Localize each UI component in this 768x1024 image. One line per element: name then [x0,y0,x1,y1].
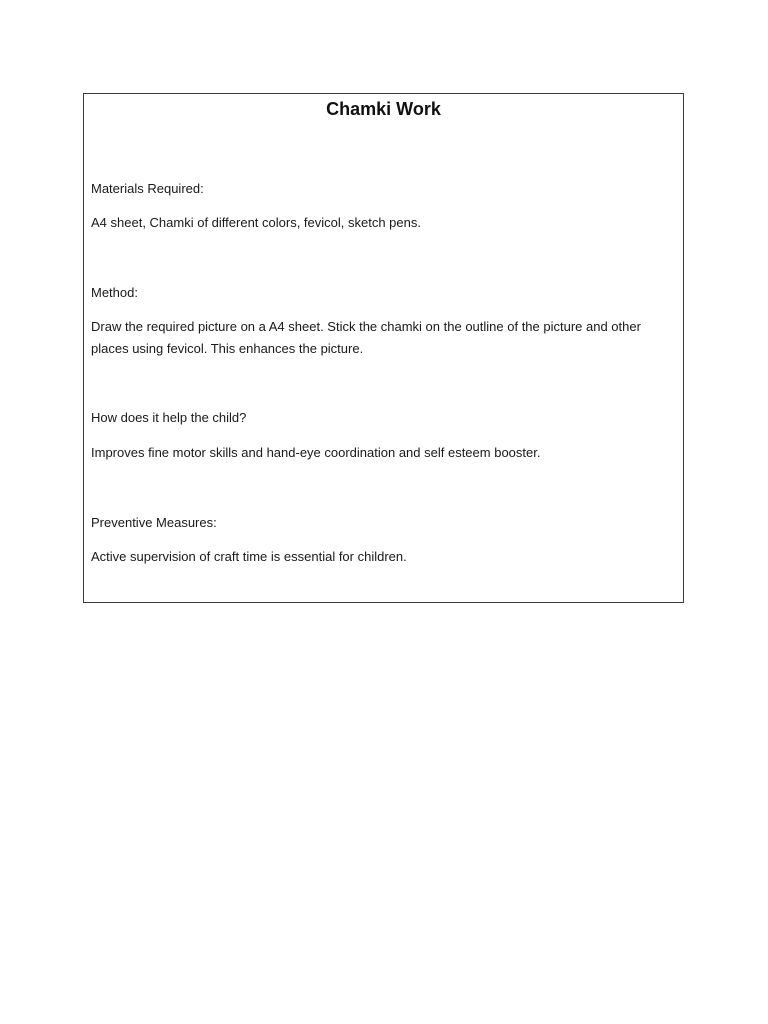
document-title: Chamki Work [326,99,441,119]
document-box [83,93,684,603]
materials-body: A4 sheet, Chamki of different colors, fevicol, sketch pens. [91,215,421,230]
preventive-body: Active supervision of craft time is essential for children. [91,549,407,564]
method-body: Draw the required picture on a A4 sheet. Stick the chamki on the outline of the picture and other places using fevicol. This enhances the picture. [91,319,641,356]
method-heading: Method: [91,285,138,300]
preventive-heading: Preventive Measures: [91,515,217,530]
benefits-body: Improves fine motor skills and hand-eye coordination and self esteem booster. [91,445,541,460]
benefits-heading: How does it help the child? [91,410,247,425]
materials-heading: Materials Required: [91,181,204,196]
